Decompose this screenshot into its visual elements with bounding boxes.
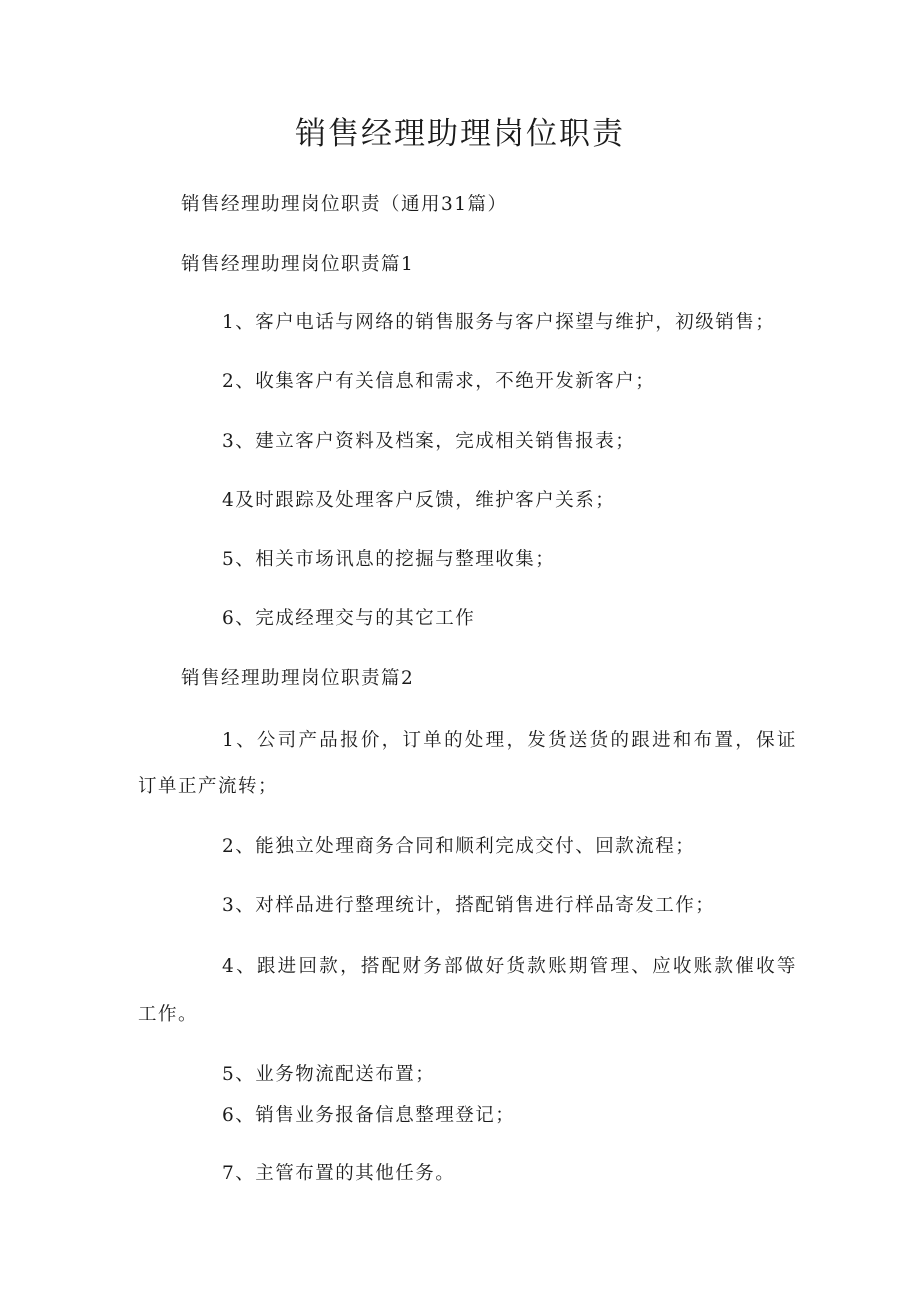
section1-item-4: 4及时跟踪及处理客户反馈，维护客户关系； (222, 490, 616, 511)
document-title: 销售经理助理岗位职责 (295, 116, 625, 152)
section2-item-4-line-1: 4、跟进回款，搭配财务部做好货款账期管理、应收账款催收等 (222, 956, 798, 977)
section1-heading: 销售经理助理岗位职责篇1 (181, 254, 415, 275)
section1-item-5: 5、相关市场讯息的挖掘与整理收集； (222, 549, 556, 570)
document-subtitle: 销售经理助理岗位职责（通用31篇） (181, 194, 508, 215)
section2-item-4-line-2: 工作。 (138, 1004, 199, 1025)
section1-item-2: 2、收集客户有关信息和需求，不绝开发新客户； (222, 371, 656, 392)
section2-item-7: 7、主管布置的其他任务。 (222, 1163, 456, 1184)
section2-item-3: 3、对样品进行整理统计，搭配销售进行样品寄发工作； (222, 895, 716, 916)
section2-heading: 销售经理助理岗位职责篇2 (181, 668, 415, 689)
section1-item-6: 6、完成经理交与的其它工作 (222, 608, 476, 629)
section2-item-5: 5、业务物流配送布置； (222, 1064, 436, 1085)
section2-item-1-line-2: 订单正产流转； (138, 776, 279, 797)
section1-item-1: 1、客户电话与网络的销售服务与客户探望与维护，初级销售； (222, 312, 776, 333)
section2-item-6: 6、销售业务报备信息整理登记； (222, 1105, 516, 1126)
section2-item-1-line-1: 1、公司产品报价，订单的处理，发货送货的跟进和布置，保证 (222, 730, 798, 751)
section2-item-2: 2、能独立处理商务合同和顺利完成交付、回款流程； (222, 836, 696, 857)
section1-item-3: 3、建立客户资料及档案，完成相关销售报表； (222, 431, 636, 452)
